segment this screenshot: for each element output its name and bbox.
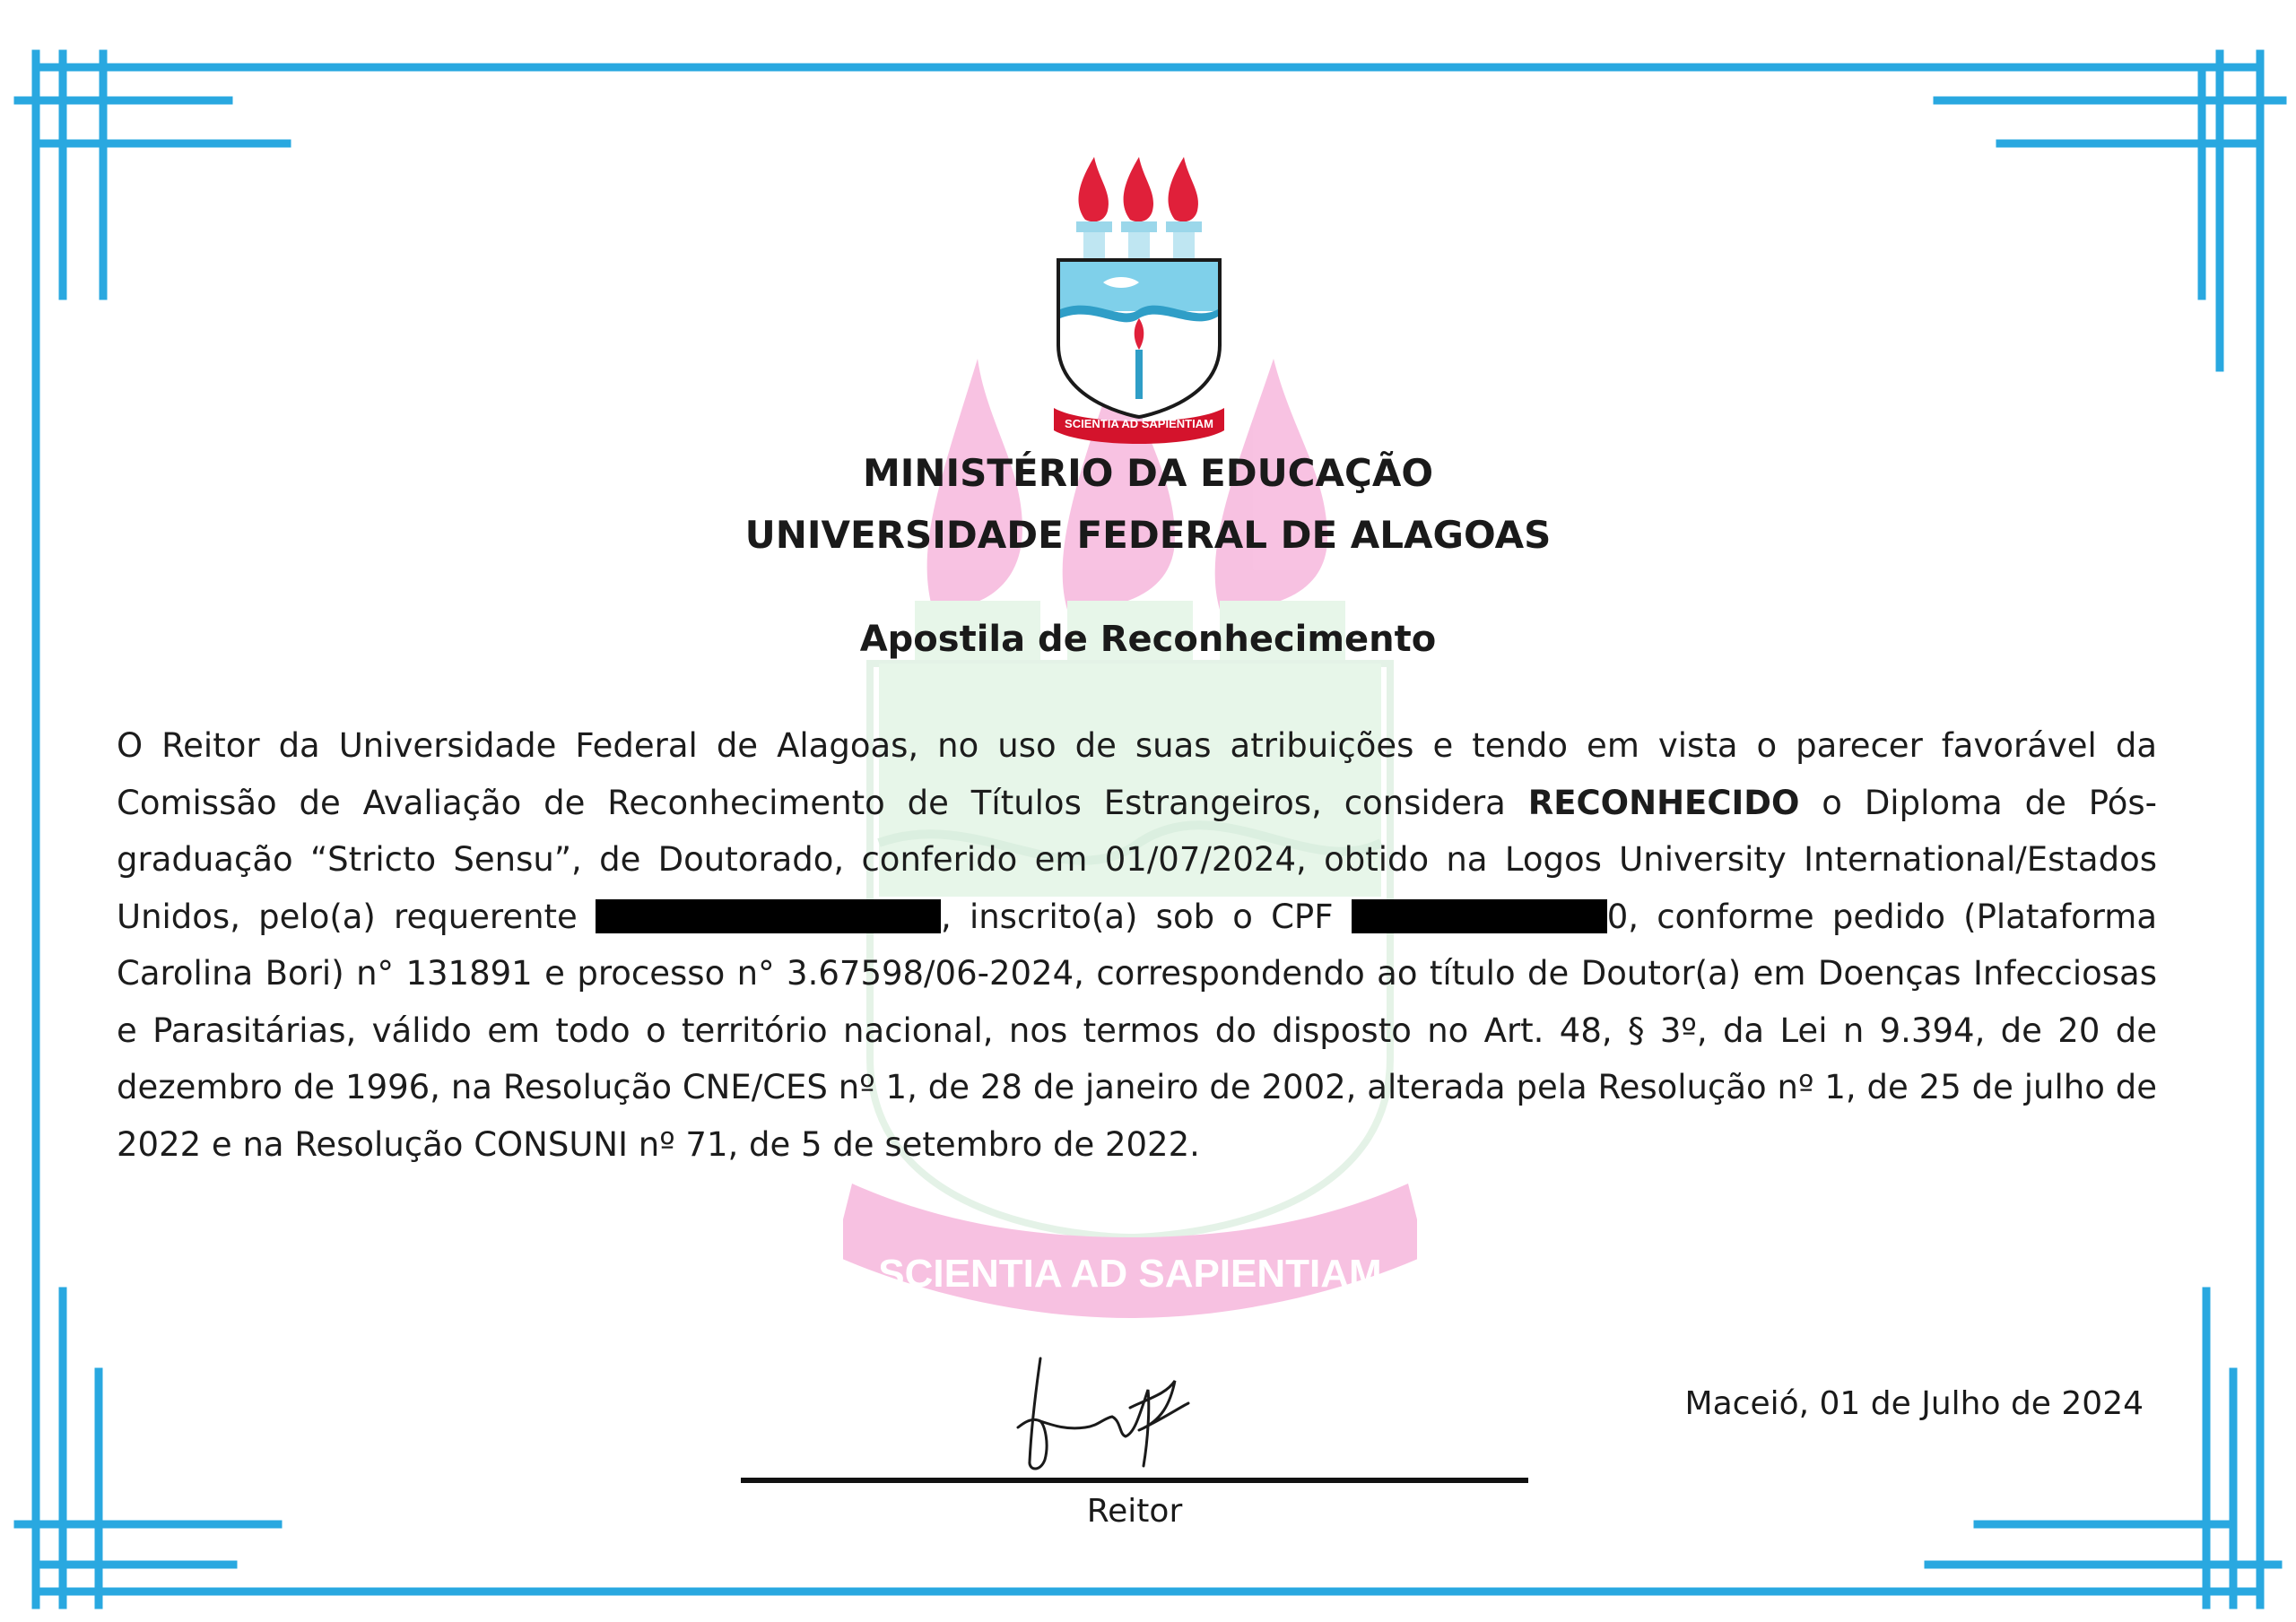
watermark-motto: SCIENTIA AD SAPIENTIAM (878, 1252, 1382, 1296)
signer-title: Reitor (1086, 1493, 1183, 1530)
recognized-keyword: RECONHECIDO (1527, 783, 1800, 822)
torch-flames (1076, 157, 1202, 259)
handwritten-signature (1013, 1354, 1220, 1475)
paragraph-text-part-3: , inscrito(a) sob o CPF (941, 897, 1352, 936)
document-title: Apostila de Reconhecimento (859, 619, 1437, 660)
redacted-cpf-number (1352, 899, 1607, 933)
paragraph-text-part-2: o Diploma de Pós-graduação “Stricto Sensu”, de Doutorado, conferido em 01/07/2024, obtido na Logos University International/Estados Unidos, pelo(a) requerente (117, 783, 2157, 936)
paragraph-text-part-4: 0, conforme pedido (Plataforma Carolina Bori) n° 131891 e processo n° 3.67598/06-2024, correspondendo ao título de Doutor(a) em Doenças Infecciosas e Parasitárias, válido em todo o território nacional, nos termos do disposto no Art. 48, § 3º, da Lei n 9.394, de 20 de dezembro de 1996, na Resolução CNE/CES nº 1, de 28 de janeiro de 2002, alterada pela Resolução nº 1, de 25 de julho de 2022 e na Resolução CONSUNI nº 71, de 5 de setembro de 2022. (117, 897, 2157, 1164)
paragraph-text-part-1: O Reitor da Universidade Federal de Alagoas, no uso de suas atribuições e tendo em vista o parecer favorável da Comissão de Avaliação de Reconhecimento de Títulos Estrangeiros, considera (117, 726, 2157, 822)
ministry-heading: MINISTÉRIO DA EDUCAÇÃO (862, 451, 1434, 495)
place-and-date: Maceió, 01 de Julho de 2024 (1684, 1385, 2144, 1422)
recognition-paragraph (117, 717, 2157, 1173)
crest-motto: SCIENTIA AD SAPIENTIAM (1065, 417, 1213, 430)
signature-line (741, 1478, 1528, 1483)
university-crest-logo (1049, 157, 1229, 448)
watermark-ribbon (843, 1184, 1417, 1318)
university-heading: UNIVERSIDADE FEDERAL DE ALAGOAS (744, 513, 1552, 557)
redacted-applicant-name (596, 899, 941, 933)
